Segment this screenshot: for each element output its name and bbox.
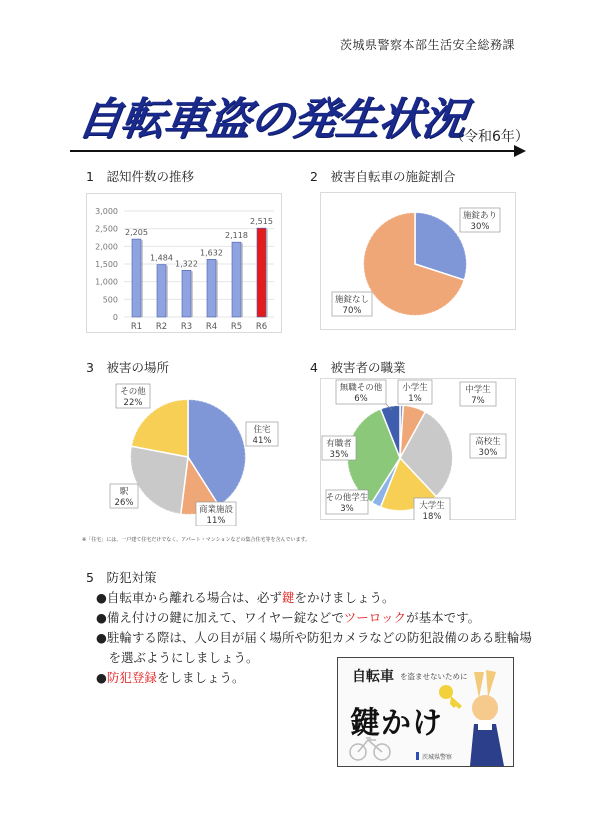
- pie-label-name: 無職その他: [339, 383, 383, 393]
- list-item: ●駐輪する際は、人の目が届く場所や防犯カメラなどの防犯設備のある駐輪場: [96, 630, 532, 645]
- pie-label-value: 26%: [114, 498, 134, 508]
- bar: [132, 239, 141, 317]
- pie-label-value: 30%: [470, 222, 490, 232]
- data-label: 2,515: [250, 217, 273, 227]
- y-tick-label: 2,500: [95, 224, 118, 234]
- arrow-icon: [514, 145, 526, 157]
- poster-illustration: [338, 658, 513, 766]
- data-label: 2,205: [125, 228, 148, 238]
- pie-label-name: 中学生: [465, 385, 491, 395]
- pie-label-name: 小学生: [402, 383, 428, 393]
- list-item: を選ぶようにしましょう。: [96, 650, 259, 665]
- pie-label-value: 70%: [342, 306, 362, 316]
- bar: [232, 242, 241, 317]
- pie-label-name: その他: [120, 387, 146, 397]
- pie-label-value: 7%: [471, 396, 485, 406]
- pie-label-value: 1%: [408, 394, 422, 404]
- x-tick-label: R3: [180, 322, 193, 332]
- pie-label-name: 施錠あり: [462, 211, 498, 221]
- section-title-location: 3 被害の場所: [86, 360, 169, 375]
- bar: [257, 228, 266, 317]
- pie-label-value: 6%: [354, 394, 368, 404]
- pie-chart-occupation: [320, 378, 516, 520]
- x-tick-label: R2: [155, 322, 168, 332]
- section-title-prevention: 5 防犯対策: [86, 570, 157, 585]
- x-tick-label: R1: [130, 322, 143, 332]
- report-year: （令和6年）: [450, 129, 529, 145]
- section-title-lock-ratio: 2 被害自転車の施錠割合: [310, 169, 456, 184]
- list-item: ●防犯登録をしましょう。: [96, 670, 245, 685]
- x-tick-label: R6: [255, 322, 268, 332]
- pie-label-name: その他学生: [325, 493, 369, 503]
- pie-label-value: 3%: [340, 504, 354, 514]
- pie-label-name: 住宅: [253, 425, 271, 435]
- poster-main-text: 鍵かけ: [350, 706, 443, 741]
- y-tick-label: 2,000: [95, 242, 118, 252]
- character-illustration: [470, 670, 504, 766]
- list-item: ●自転車から離れる場合は、必ず鍵をかけましょう。: [96, 590, 395, 605]
- lock-campaign-poster: [337, 657, 514, 767]
- pie-label-name: 高校生: [475, 437, 501, 447]
- y-tick-label: 3,000: [95, 207, 118, 216]
- y-tick-label: 0: [112, 313, 118, 322]
- data-label: 1,484: [150, 253, 173, 263]
- footnote: ※「住宅」には、一戸建て住宅だけでなく、アパート・マンションなどの集合住宅等を含んでいます。: [82, 537, 311, 543]
- data-label: 2,118: [225, 231, 248, 241]
- y-tick-label: 1,000: [95, 277, 118, 287]
- x-tick-label: R4: [205, 322, 218, 332]
- pie-slice: [130, 446, 188, 514]
- pie-label-value: 35%: [329, 450, 349, 460]
- section-title-trend: 1 認知件数の推移: [86, 169, 194, 184]
- bar: [207, 259, 216, 317]
- y-tick-label: 500: [102, 295, 118, 305]
- poster-heading: 自転車: [352, 669, 394, 685]
- poster-subheading: を盗ませないために: [400, 672, 468, 681]
- pie-label-value: 18%: [422, 512, 442, 520]
- title-underline: [70, 150, 518, 152]
- bar: [182, 270, 191, 317]
- y-tick-label: 1,500: [95, 260, 118, 269]
- pie-label-value: 41%: [252, 436, 272, 446]
- data-label: 1,632: [200, 248, 223, 258]
- pie-label-name: 商業施設: [198, 505, 234, 515]
- police-logo-icon: [416, 752, 419, 760]
- pie-label-name: 施錠なし: [334, 295, 370, 305]
- section-title-occupation: 4 被害者の職業: [310, 360, 406, 375]
- pie-label-value: 30%: [478, 448, 498, 458]
- department-name: 茨城県警察本部生活安全総務課: [340, 38, 516, 52]
- x-tick-label: R5: [230, 322, 243, 332]
- pie-chart-location: [104, 380, 286, 526]
- poster-org: 茨城県警察: [422, 754, 453, 761]
- page-title: 自転車盗の発生状況: [74, 94, 469, 145]
- bicycle-icon: [350, 738, 390, 760]
- key-icon: [439, 685, 462, 709]
- pie-label-name: 有職者: [326, 439, 352, 449]
- data-label: 1,322: [175, 259, 198, 269]
- bar-chart-trend: [86, 193, 282, 333]
- pie-label-value: 11%: [206, 516, 226, 526]
- list-item: ●備え付けの鍵に加えて、ワイヤー錠などでツーロックが基本です。: [96, 610, 481, 625]
- bar: [157, 265, 166, 317]
- pie-chart-lock-ratio: [320, 192, 516, 330]
- pie-label-value: 22%: [123, 398, 143, 408]
- pie-label-name: 大学生: [419, 501, 445, 511]
- pie-label-name: 駅: [119, 487, 129, 497]
